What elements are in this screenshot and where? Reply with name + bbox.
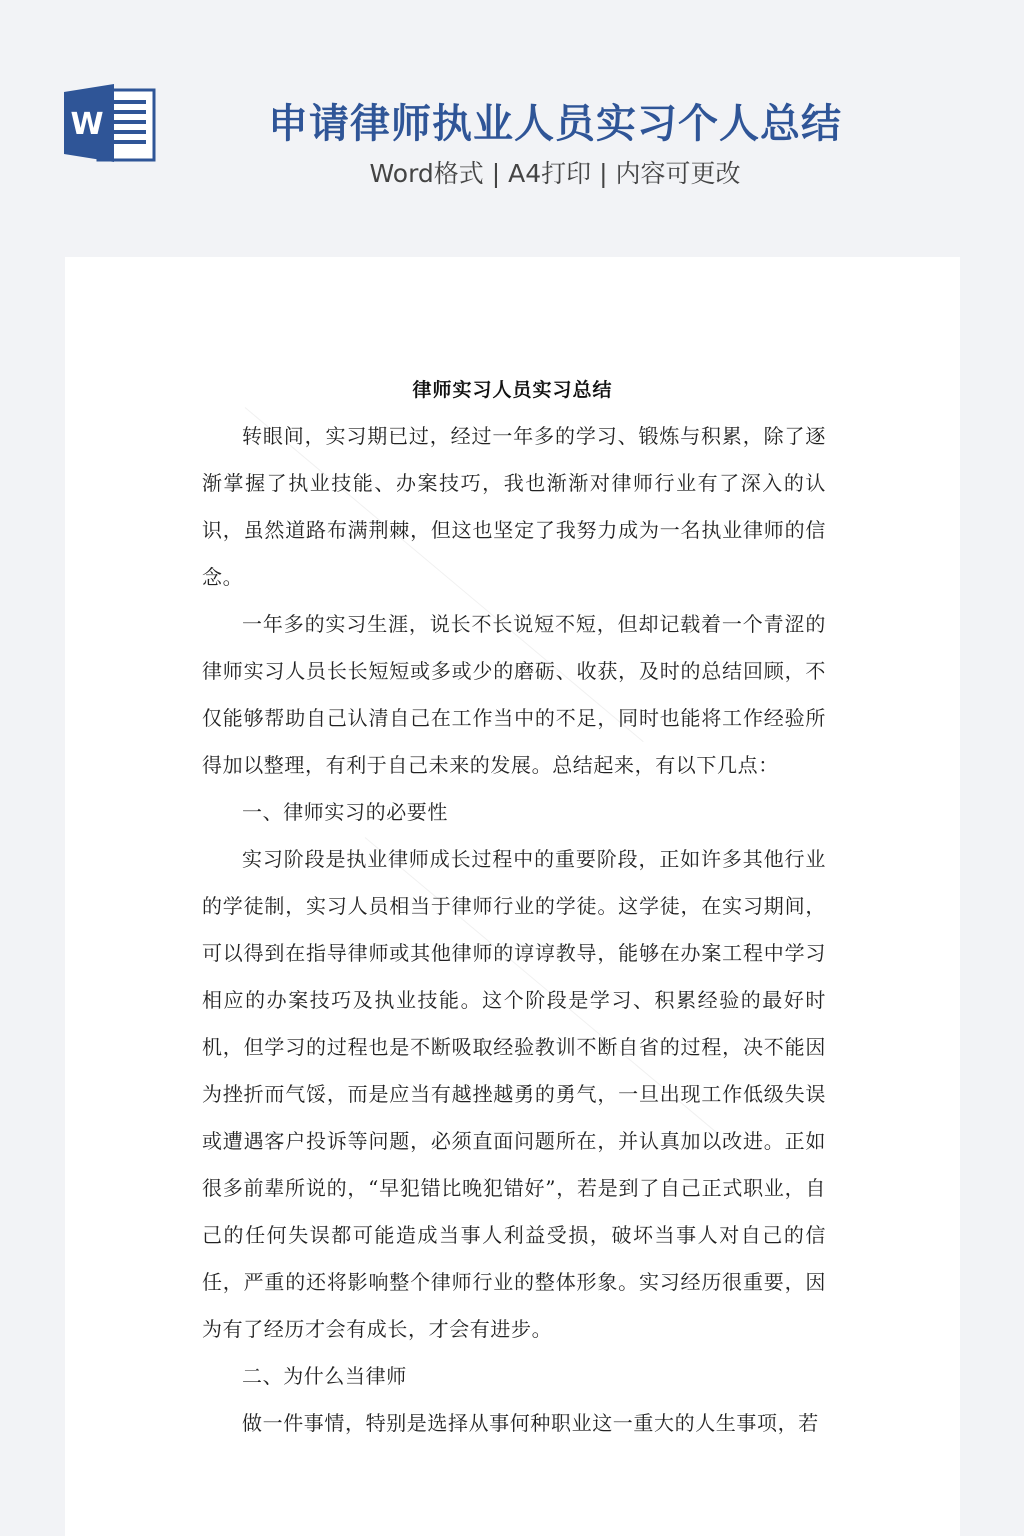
document-page <box>65 257 960 1536</box>
section-heading: 一、律师实习的必要性 <box>242 800 448 824</box>
word-icon <box>64 82 156 164</box>
paragraph: 实习阶段是执业律师成长过程中的重要阶段，正如许多其他行业的学徒制，实习人员相当于律师行业的学徒。这学徒，在实习期间，可以得到在指导律师或其他律师的谆谆教导，能够在办案工程中学习相应的办案技巧及执业技能。这个阶段是学习、积累经验的最好时机，但学习的过程也是不断吸取经验教训不断自省的过程，决不能因为挫折而气馁，而是应当有越挫越勇的勇气，一旦出现工作低级失误或遭遇客户投诉等问题，必须直面问题所在，并认真加以改进。正如很多前辈所说的，“早犯错比晚犯错好”，若是到了自己正式职业，自己的任何失误都可能造成当事人利益受损，破坏当事人对自己的信任，严重的还将影响整个律师行业的整体形象。实习经历很重要，因为有了经历才会有成长，才会有进步。 <box>202 847 826 1341</box>
document-body <box>202 413 826 1447</box>
svg-text:W: W <box>70 107 104 142</box>
section-heading: 二、为什么当律师 <box>242 1364 407 1388</box>
page-subtitle: Word格式 | A4打印 | 内容可更改 <box>369 159 741 188</box>
document-title: 律师实习人员实习总结 <box>412 379 613 401</box>
paragraph: 转眼间，实习期已过，经过一年多的学习、锻炼与积累，除了逐渐掌握了执业技能、办案技巧，我也渐渐对律师行业有了深入的认识，虽然道路布满荆棘，但这也坚定了我努力成为一名执业律师的信念。 <box>202 424 826 589</box>
page-title: 申请律师执业人员实习个人总结 <box>268 101 842 147</box>
paragraph: 一年多的实习生涯，说长不长说短不短，但却记载着一个青涩的律师实习人员长长短短或多或少的磨砺、收获，及时的总结回顾，不仅能够帮助自己认清自己在工作当中的不足，同时也能将工作经验所得加以整理，有利于自己未来的发展。总结起来，有以下几点： <box>202 612 826 777</box>
paragraph: 做一件事情，特别是选择从事何种职业这一重大的人生事项，若 <box>242 1411 819 1435</box>
page-header <box>0 0 1024 256</box>
